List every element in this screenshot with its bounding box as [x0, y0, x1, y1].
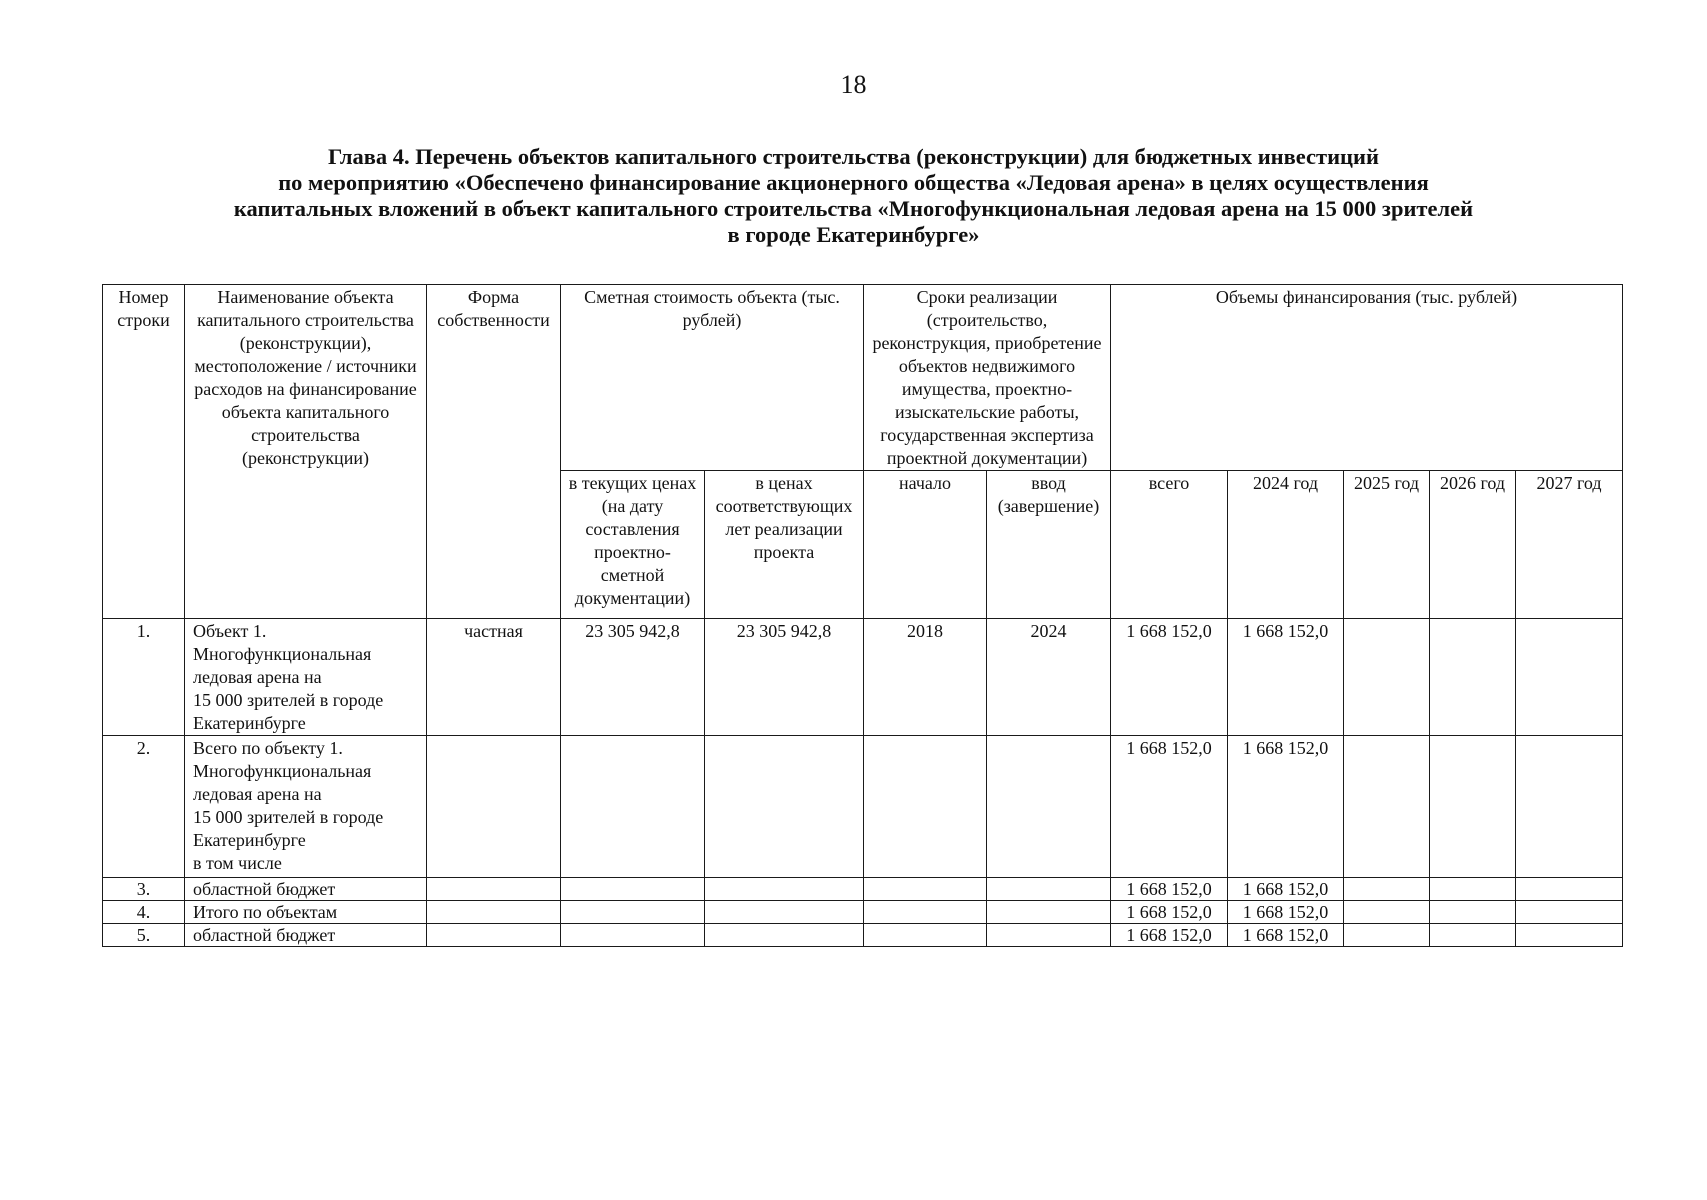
header-row-number: Номер строки: [103, 285, 185, 619]
cell-num: 4.: [103, 901, 185, 924]
table-row: [103, 736, 1623, 878]
cell-2025: [1344, 878, 1430, 901]
cell-cost-years: [705, 878, 864, 901]
cell-total: 1 668 152,0: [1111, 619, 1228, 736]
header-2025: 2025 год: [1344, 471, 1430, 619]
header-end: ввод (завершение): [987, 471, 1111, 619]
header-cost-years: в ценах соответствующих лет реализации проекта: [705, 471, 864, 619]
header-object-name: Наименование объекта капитального строительства (реконструкции), местоположение / источники расходов на финансирование объекта капитального строительства (реконструкции): [185, 285, 427, 619]
cell-ownership: [427, 878, 561, 901]
cell-2024: 1 668 152,0: [1228, 736, 1344, 878]
cell-total: 1 668 152,0: [1111, 878, 1228, 901]
cell-num: 5.: [103, 924, 185, 947]
cell-2026: [1430, 924, 1516, 947]
cell-end: [987, 901, 1111, 924]
cell-end: 2024: [987, 619, 1111, 736]
cell-2027: [1516, 619, 1623, 736]
header-cost-current: в текущих ценах (на дату составления проектно-сметной документации): [561, 471, 705, 619]
cell-ownership: [427, 901, 561, 924]
cell-2026: [1430, 736, 1516, 878]
header-2027: 2027 год: [1516, 471, 1623, 619]
cell-total: 1 668 152,0: [1111, 901, 1228, 924]
cell-2024: 1 668 152,0: [1228, 901, 1344, 924]
cell-start: 2018: [864, 619, 987, 736]
cell-cost-current: [561, 901, 705, 924]
header-timeline: Сроки реализации (строительство, реконструкция, приобретение объектов недвижимого имущества, проектно-изыскательские работы, государственная экспертиза проектной документации): [864, 285, 1111, 471]
cell-cost-current: [561, 878, 705, 901]
cell-2027: [1516, 901, 1623, 924]
cell-ownership: частная: [427, 619, 561, 736]
table-row: [103, 619, 1623, 736]
cell-name: областной бюджет: [185, 878, 427, 901]
cell-2026: [1430, 901, 1516, 924]
cell-end: [987, 924, 1111, 947]
cell-num: 3.: [103, 878, 185, 901]
cell-total: 1 668 152,0: [1111, 736, 1228, 878]
cell-start: [864, 901, 987, 924]
cell-cost-current: [561, 924, 705, 947]
cell-2024: 1 668 152,0: [1228, 878, 1344, 901]
cell-name: Всего по объекту 1. Многофункциональная ледовая арена на 15 000 зрителей в городе Екатеринбурге в том числе: [185, 736, 427, 878]
cell-start: [864, 736, 987, 878]
cell-end: [987, 878, 1111, 901]
cell-ownership: [427, 924, 561, 947]
cell-2026: [1430, 878, 1516, 901]
cell-2027: [1516, 924, 1623, 947]
cell-2027: [1516, 736, 1623, 878]
cell-2024: 1 668 152,0: [1228, 619, 1344, 736]
title-line-1: Глава 4. Перечень объектов капитального строительства (реконструкции) для бюджетных инвестиций: [328, 144, 1379, 169]
cell-2025: [1344, 736, 1430, 878]
page-title: [120, 144, 1587, 248]
investment-table: [102, 284, 1623, 947]
header-start: начало: [864, 471, 987, 619]
cell-name: Объект 1. Многофункциональная ледовая арена на 15 000 зрителей в городе Екатеринбурге: [185, 619, 427, 736]
table-row: [103, 901, 1623, 924]
header-total: всего: [1111, 471, 1228, 619]
header-ownership: Форма собственности: [427, 285, 561, 619]
title-line-4: в городе Екатеринбурге»: [727, 222, 980, 247]
page-number: 18: [840, 70, 867, 99]
cell-cost-current: [561, 736, 705, 878]
header-2026: 2026 год: [1430, 471, 1516, 619]
cell-name: Итого по объектам: [185, 901, 427, 924]
cell-cost-current: 23 305 942,8: [561, 619, 705, 736]
cell-cost-years: [705, 901, 864, 924]
table-row: [103, 924, 1623, 947]
title-line-3: капитальных вложений в объект капитального строительства «Многофункциональная ледовая арена на 15 000 зрителей: [233, 196, 1474, 221]
cell-cost-years: [705, 736, 864, 878]
cell-2024: 1 668 152,0: [1228, 924, 1344, 947]
header-funding: Объемы финансирования (тыс. рублей): [1111, 285, 1623, 471]
cell-name: областной бюджет: [185, 924, 427, 947]
cell-2025: [1344, 924, 1430, 947]
cell-2026: [1430, 619, 1516, 736]
header-row-1: [103, 285, 1623, 471]
cell-2027: [1516, 878, 1623, 901]
cell-end: [987, 736, 1111, 878]
cell-num: 2.: [103, 736, 185, 878]
header-2024: 2024 год: [1228, 471, 1344, 619]
table-row: [103, 878, 1623, 901]
cell-cost-years: 23 305 942,8: [705, 619, 864, 736]
cell-total: 1 668 152,0: [1111, 924, 1228, 947]
cell-2025: [1344, 901, 1430, 924]
cell-start: [864, 878, 987, 901]
header-estimated-cost: Сметная стоимость объекта (тыс. рублей): [561, 285, 864, 471]
cell-ownership: [427, 736, 561, 878]
cell-2025: [1344, 619, 1430, 736]
cell-start: [864, 924, 987, 947]
title-line-2: по мероприятию «Обеспечено финансирование акционерного общества «Ледовая арена» в целях осуществления: [278, 170, 1429, 195]
cell-cost-years: [705, 924, 864, 947]
cell-num: 1.: [103, 619, 185, 736]
